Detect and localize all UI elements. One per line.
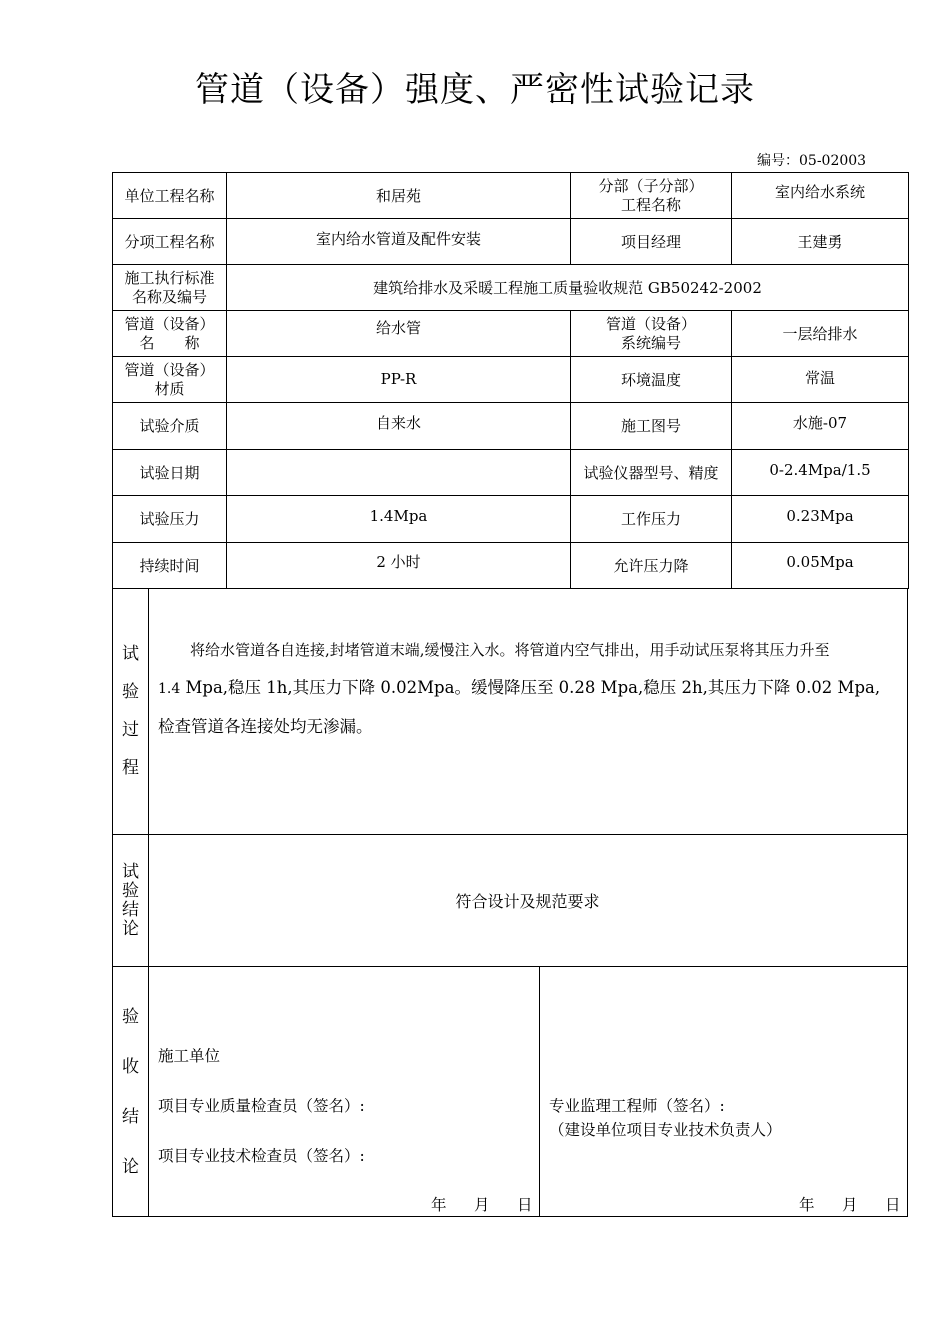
pipe-name-label xyxy=(113,311,227,357)
day-label: 日 xyxy=(885,1196,901,1214)
year-label: 年 xyxy=(431,1196,447,1214)
material-label-line2: 材质 xyxy=(154,379,185,398)
instrument-value: 0-2.4Mpa/1.5 xyxy=(732,450,909,496)
table-row xyxy=(113,173,909,219)
table-row xyxy=(113,543,909,589)
tech-inspector-signature[interactable]: 项目专业技术检查员（签名）: xyxy=(158,1147,365,1165)
system-no-label-line2: 系统编号 xyxy=(620,333,681,352)
test-pressure-label: 试验压力 xyxy=(113,496,227,543)
test-process-label xyxy=(113,588,149,834)
label-char: 试 xyxy=(122,644,139,664)
manager-value: 王建勇 xyxy=(732,219,909,265)
work-pressure-value: 0.23Mpa xyxy=(732,496,909,543)
owner-rep-note: （建设单位项目专业技术负责人） xyxy=(549,1121,782,1139)
sub-project-label-line2: 工程名称 xyxy=(620,195,681,214)
page-title: 管道（设备）强度、严密性试验记录 xyxy=(195,70,755,110)
sub-project-value: 室内给水系统 xyxy=(732,173,909,219)
allowed-drop-value: 0.05Mpa xyxy=(732,543,909,589)
system-no-label xyxy=(571,311,732,357)
medium-label: 试验介质 xyxy=(113,403,227,450)
unit-project-value: 和居苑 xyxy=(227,173,571,219)
label-char: 试 xyxy=(122,861,139,882)
test-date-value xyxy=(227,450,571,496)
label-char: 验 xyxy=(122,1006,139,1027)
table-row xyxy=(113,265,909,311)
work-pressure-label: 工作压力 xyxy=(571,496,732,543)
label-char: 论 xyxy=(122,918,139,939)
process-line-1-text: 将给水管道各自连接,封堵管道末端,缓慢注入水。将管道内空气排出，用手动试压泵将其压力升至 xyxy=(190,641,830,659)
acceptance-section xyxy=(112,967,908,1217)
standard-label-line2: 名称及编号 xyxy=(131,287,207,306)
material-label-line1: 管道（设备） xyxy=(124,360,215,379)
standard-label xyxy=(113,265,227,311)
test-conclusion-section xyxy=(112,835,908,967)
table-row xyxy=(113,357,909,403)
acceptance-divider xyxy=(539,967,540,1216)
test-pressure-value: 1.4Mpa xyxy=(227,496,571,543)
pipe-name-label-line1: 管道（设备） xyxy=(124,314,215,333)
label-char: 程 xyxy=(122,758,139,778)
info-table xyxy=(112,172,909,589)
sub-project-label xyxy=(571,173,732,219)
label-char: 收 xyxy=(122,1056,139,1077)
system-no-label-line1: 管道（设备） xyxy=(605,314,696,333)
process-line-2b-text: Mpa,稳压 1h,其压力下降 0.02Mpa。缓慢降压至 0.28 Mpa,稳压 2h,其压力下降 0.02 Mpa, xyxy=(180,678,881,697)
supervisor-signature[interactable]: 专业监理工程师（签名）: xyxy=(549,1097,725,1115)
duration-label: 持续时间 xyxy=(113,543,227,589)
day-label: 日 xyxy=(517,1196,533,1214)
supervisor-date[interactable] xyxy=(799,1193,901,1215)
document-number: 编号：05-02003 xyxy=(757,153,867,169)
sub-project-label-line1: 分部（子分部） xyxy=(598,176,704,195)
process-line-1 xyxy=(158,631,903,669)
test-process-section xyxy=(112,588,908,835)
test-conclusion-label xyxy=(113,835,149,966)
month-label: 月 xyxy=(842,1196,858,1214)
env-temp-value: 常温 xyxy=(732,357,909,403)
test-process-text xyxy=(158,631,903,745)
standard-label-line1: 施工执行标准 xyxy=(124,268,215,287)
drawing-no-label: 施工图号 xyxy=(571,403,732,450)
label-char: 过 xyxy=(122,720,139,740)
construction-unit-label: 施工单位 xyxy=(158,1047,221,1065)
test-date-label: 试验日期 xyxy=(113,450,227,496)
unit-project-label: 单位工程名称 xyxy=(113,173,227,219)
table-row xyxy=(113,450,909,496)
allowed-drop-label: 允许压力降 xyxy=(571,543,732,589)
table-row xyxy=(113,496,909,543)
month-label: 月 xyxy=(474,1196,490,1214)
standard-value: 建筑给排水及采暖工程施工质量验收规范 GB50242-2002 xyxy=(227,265,909,311)
label-char: 验 xyxy=(122,682,139,702)
construction-date[interactable] xyxy=(431,1193,533,1215)
process-line-2 xyxy=(158,669,903,708)
medium-value: 自来水 xyxy=(227,403,571,450)
manager-label: 项目经理 xyxy=(571,219,732,265)
label-char: 论 xyxy=(122,1156,139,1177)
label-char: 结 xyxy=(122,899,139,920)
table-row xyxy=(113,311,909,357)
system-no-value: 一层给排水 xyxy=(732,311,909,357)
process-line-3: 检查管道各连接处均无渗漏。 xyxy=(158,717,373,736)
pipe-name-value: 给水管 xyxy=(227,311,571,357)
table-row xyxy=(113,403,909,450)
duration-value: 2 小时 xyxy=(227,543,571,589)
process-line-2a-text: 1.4 xyxy=(158,681,181,697)
material-value: PP-R xyxy=(227,357,571,403)
material-label xyxy=(113,357,227,403)
year-label: 年 xyxy=(799,1196,815,1214)
label-char: 验 xyxy=(122,880,139,901)
quality-inspector-signature[interactable]: 项目专业质量检查员（签名）: xyxy=(158,1097,365,1115)
env-temp-label: 环境温度 xyxy=(571,357,732,403)
label-char: 结 xyxy=(122,1106,139,1127)
drawing-no-value: 水施-07 xyxy=(732,403,909,450)
test-conclusion-text: 符合设计及规范要求 xyxy=(455,892,600,911)
item-project-value: 室内给水管道及配件安装 xyxy=(227,219,571,265)
instrument-label: 试验仪器型号、精度 xyxy=(571,450,732,496)
item-project-label: 分项工程名称 xyxy=(113,219,227,265)
pipe-name-label-line2: 名 称 xyxy=(139,333,200,352)
table-row xyxy=(113,219,909,265)
acceptance-label xyxy=(113,967,149,1216)
